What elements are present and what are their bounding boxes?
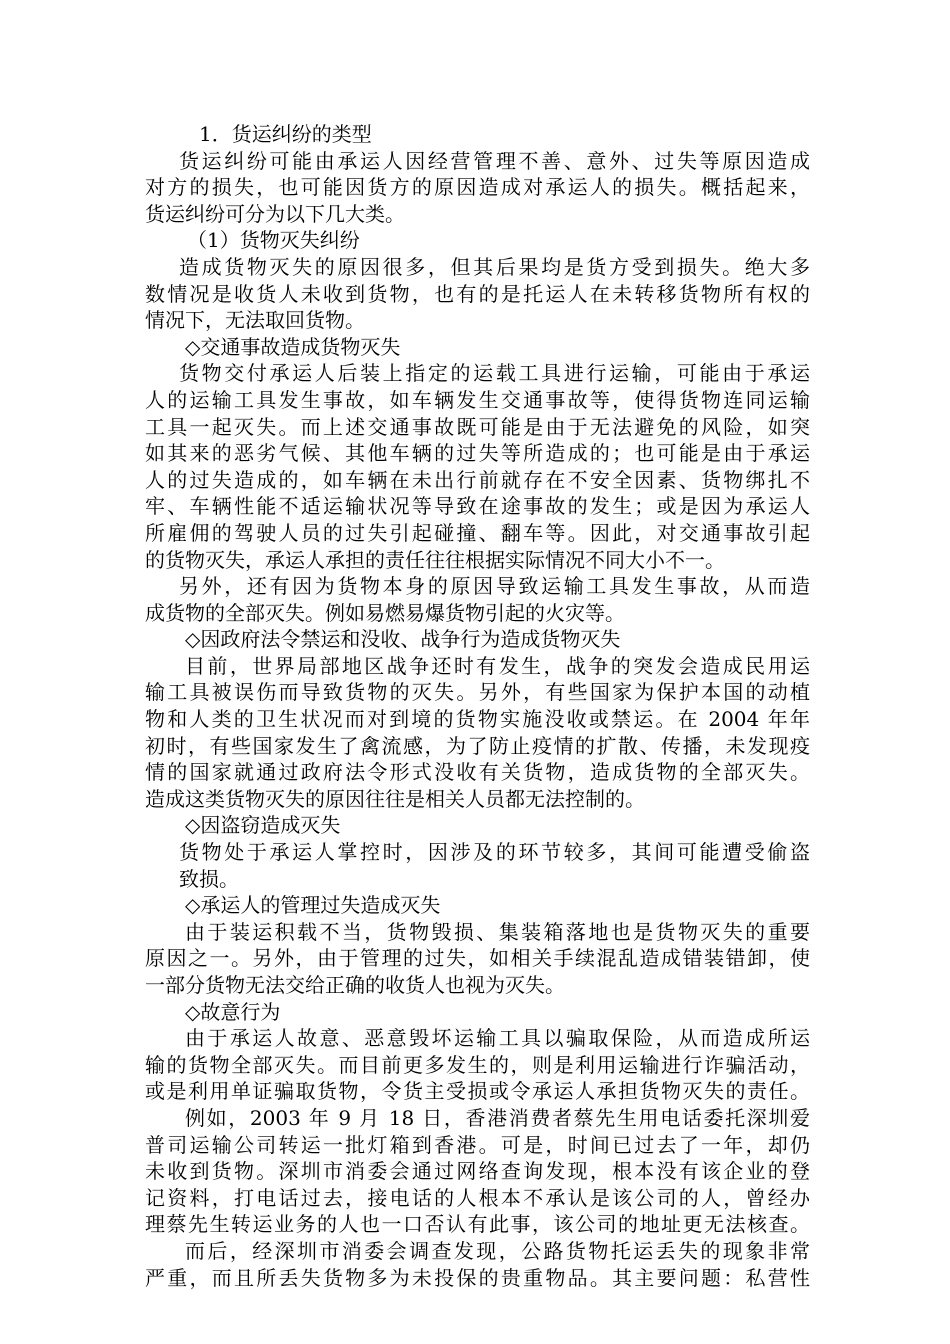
text-line: 由于装运积载不当，货物毁损、集装箱落地也是货物灭失的重要 xyxy=(185,919,810,944)
text-line: 人的运输工具发生事故，如车辆发生交通事故等，使得货物连同运输 xyxy=(145,387,810,412)
text-line: 造成货物灭失的原因很多，但其后果均是货方受到损失。绝大多 xyxy=(179,254,810,279)
text-line: 输的货物全部灭失。而目前更多发生的，则是利用运输进行诈骗活动， xyxy=(145,1052,810,1077)
text-line: 目前，世界局部地区战争还时有发生，战争的突发会造成民用运 xyxy=(185,653,810,678)
text-line: 所雇佣的驾驶人员的过失引起碰撞、翻车等。因此，对交通事故引起 xyxy=(145,520,810,545)
text-line: 例如，2003 年 9 月 18 日，香港消费者蔡先生用电话委托深圳爱 xyxy=(185,1105,810,1130)
text-line: 牢、车辆性能不适运输状况等导致在途事故的发生；或是因为承运人 xyxy=(145,494,810,519)
text-line: 致损。 xyxy=(179,866,239,891)
text-line: 而后，经深圳市消委会调查发现，公路货物托运丢失的现象非常 xyxy=(185,1238,810,1263)
text-line: 输工具被误伤而导致货物的灭失。另外，有些国家为保护本国的动植 xyxy=(145,680,810,705)
text-line: 记资料，打电话过去，接电话的人根本不承认是该公司的人，曾经办 xyxy=(145,1185,810,1210)
text-line: （1）货物灭失纠纷 xyxy=(187,228,360,253)
text-line: 成货物的全部灭失。例如易燃易爆货物引起的火灾等。 xyxy=(145,600,625,625)
text-line: 工具一起灭失。而上述交通事故既可能是由于无法避免的风险，如突 xyxy=(145,414,810,439)
text-line: 原因之一。另外，由于管理的过失，如相关手续混乱造成错装错卸，使 xyxy=(145,946,810,971)
text-line: 货物交付承运人后装上指定的运载工具进行运输，可能由于承运 xyxy=(179,361,810,386)
text-line: ◇因政府法令禁运和没收、战争行为造成货物灭失 xyxy=(185,627,621,652)
text-line: 1．货运纠纷的类型 xyxy=(199,122,372,146)
text-line: 的货物灭失，承运人承担的责任往往根据实际情况不同大小不一。 xyxy=(145,547,725,572)
text-line: 货运纠纷可分为以下几大类。 xyxy=(145,201,405,226)
text-line: 普司运输公司转运一批灯箱到香港。可是，时间已过去了一年，却仍 xyxy=(145,1132,810,1157)
text-line: 初时，有些国家发生了禽流感，为了防止疫情的扩散、传播，未发现疫 xyxy=(145,733,810,758)
text-line: 对方的损失，也可能因货方的原因造成对承运人的损失。概括起来， xyxy=(145,175,810,200)
text-line: 情况下，无法取回货物。 xyxy=(145,308,365,333)
text-line: ◇因盗窃造成灭失 xyxy=(185,813,341,838)
text-line: 货运纠纷可能由承运人因经营管理不善、意外、过失等原因造成 xyxy=(179,148,810,173)
text-line: 或是利用单证骗取货物，令货主受损或令承运人承担货物灭失的责任。 xyxy=(145,1079,810,1104)
text-line: 人的过失造成的，如车辆在未出行前就存在不安全因素、货物绑扎不 xyxy=(145,467,810,492)
text-line: 由于承运人故意、恶意毁坏运输工具以骗取保险，从而造成所运 xyxy=(185,1026,810,1051)
text-line: 造成这类货物灭失的原因往往是相关人员都无法控制的。 xyxy=(145,786,645,811)
document-body xyxy=(145,121,810,1291)
text-line: ◇交通事故造成货物灭失 xyxy=(185,334,401,359)
text-line: 一部分货物无法交给正确的收货人也视为灭失。 xyxy=(145,973,565,997)
text-line: 数情况是收货人未收到货物，也有的是托运人在未转移货物所有权的 xyxy=(145,281,810,306)
text-line: ◇故意行为 xyxy=(185,999,281,1024)
text-line: 货物处于承运人掌控时，因涉及的环节较多，其间可能遭受偷盗 xyxy=(179,840,810,865)
text-line: 如其来的恶劣气候、其他车辆的过失等所造成的；也可能是由于承运 xyxy=(145,441,810,466)
text-line: 另外，还有因为货物本身的原因导致运输工具发生事故，从而造 xyxy=(179,574,810,599)
text-line: 情的国家就通过政府法令形式没收有关货物，造成货物的全部灭失。 xyxy=(145,760,810,785)
text-line: 严重，而且所丢失货物多为未投保的贵重物品。其主要问题：私营性 xyxy=(145,1265,810,1290)
text-line: 未收到货物。深圳市消委会通过网络查询发现，根本没有该企业的登 xyxy=(145,1159,810,1184)
text-line: ◇承运人的管理过失造成灭失 xyxy=(185,893,441,918)
text-line: 物和人类的卫生状况而对到境的货物实施没收或禁运。在 2004 年年 xyxy=(145,707,810,732)
text-line: 理蔡先生转运业务的人也一口否认有此事，该公司的地址更无法核查。 xyxy=(145,1212,810,1237)
